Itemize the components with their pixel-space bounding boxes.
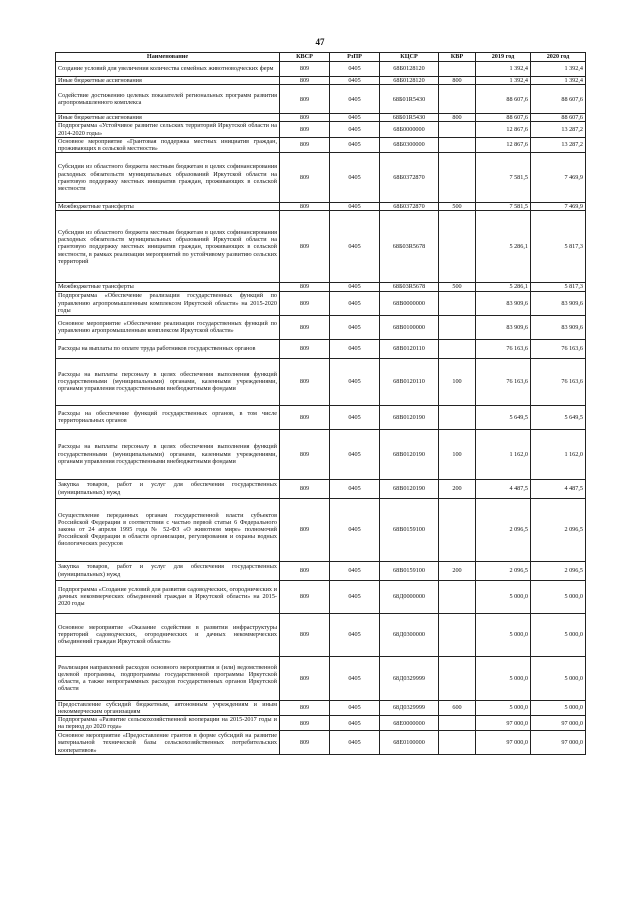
header-kvr: КВР	[439, 53, 476, 62]
cell-2019: 7 581,5	[476, 153, 531, 203]
cell-2019: 12 867,6	[476, 137, 531, 152]
cell-2019: 5 000,0	[476, 700, 531, 715]
cell-kcsr: 68В0100000	[380, 315, 439, 339]
cell-rzpr: 0405	[330, 656, 380, 700]
cell-kcsr: 68В0120110	[380, 358, 439, 405]
table-row	[56, 339, 586, 358]
cell-kvsr: 809	[280, 291, 330, 315]
cell-rzpr: 0405	[330, 429, 380, 479]
cell-2020: 1 162,0	[531, 429, 586, 479]
cell-2019: 5 000,0	[476, 613, 531, 656]
cell-kvsr: 809	[280, 731, 330, 755]
cell-kcsr: 68Д0329999	[380, 700, 439, 715]
cell-kcsr: 68Д0300000	[380, 613, 439, 656]
table-row	[56, 114, 586, 122]
cell-name: Подпрограмма «Развитие сельскохозяйственной кооперации на 2015-2017 годы и на период до 2020 года»	[56, 716, 280, 731]
cell-2019: 88 607,6	[476, 85, 531, 114]
cell-2019: 2 096,5	[476, 561, 531, 580]
cell-name: Подпрограмма «Устойчивое развитие сельских территорий Иркутской области на 2014-2020 годы»	[56, 122, 280, 137]
cell-kcsr: 68В0120190	[380, 429, 439, 479]
cell-kcsr: 68В0000000	[380, 291, 439, 315]
cell-kcsr: 68Б0300000	[380, 137, 439, 152]
cell-rzpr: 0405	[330, 700, 380, 715]
cell-kcsr: 68Е0000000	[380, 716, 439, 731]
table-row	[56, 429, 586, 479]
cell-kvr	[439, 656, 476, 700]
cell-2020: 1 392,4	[531, 62, 586, 77]
cell-2019: 5 286,1	[476, 211, 531, 283]
cell-name: Основное мероприятие «Предоставление грантов в форме субсидий на развитие материальной технической базы сельскохозяйственных потребительских кооперативов»	[56, 731, 280, 755]
cell-kvr: 800	[439, 77, 476, 85]
cell-kvr	[439, 580, 476, 613]
cell-kvr	[439, 62, 476, 77]
cell-2020: 1 392,4	[531, 77, 586, 85]
cell-kvsr: 809	[280, 211, 330, 283]
cell-rzpr: 0405	[330, 716, 380, 731]
cell-2020: 83 909,6	[531, 315, 586, 339]
cell-name: Закупка товаров, работ и услуг для обеспечения государственных (муниципальных) нужд	[56, 479, 280, 498]
cell-kvsr: 809	[280, 656, 330, 700]
table-row	[56, 358, 586, 405]
cell-name: Осуществление переданных органам государственной власти субъектов Российской Федерации в соответствии с частью первой статьи 6 Федерального закона от 24 апреля 1995 года № 52-ФЗ «О животном мире» полномочий Российской Федерации в области организации, регулирования и охраны водных биологических ресурсов	[56, 498, 280, 561]
cell-2020: 5 000,0	[531, 580, 586, 613]
cell-rzpr: 0405	[330, 85, 380, 114]
cell-rzpr: 0405	[330, 153, 380, 203]
cell-2019: 97 000,0	[476, 731, 531, 755]
table-row	[56, 291, 586, 315]
table-body	[56, 62, 586, 755]
cell-kvr: 500	[439, 203, 476, 211]
cell-kcsr: 68Б01R5430	[380, 85, 439, 114]
cell-2019: 1 392,4	[476, 62, 531, 77]
cell-kvr	[439, 211, 476, 283]
cell-kvsr: 809	[280, 498, 330, 561]
cell-rzpr: 0405	[330, 358, 380, 405]
cell-2020: 2 096,5	[531, 561, 586, 580]
cell-2020: 97 000,0	[531, 731, 586, 755]
cell-kcsr: 68Б0000000	[380, 122, 439, 137]
cell-2019: 5 286,1	[476, 283, 531, 291]
cell-kcsr: 68Б01R5430	[380, 114, 439, 122]
cell-name: Иные бюджетные ассигнования	[56, 114, 280, 122]
cell-rzpr: 0405	[330, 613, 380, 656]
cell-rzpr: 0405	[330, 203, 380, 211]
table-row	[56, 580, 586, 613]
cell-rzpr: 0405	[330, 114, 380, 122]
cell-kvr	[439, 716, 476, 731]
cell-name: Субсидии из областного бюджета местным бюджетам в целях софинансирования расходных обязательств муниципальных образований Иркутской области на грантовую поддержку местных инициатив граждан, проживающих в сельской местности	[56, 153, 280, 203]
cell-kcsr: 68Б0372870	[380, 153, 439, 203]
cell-kvr: 200	[439, 479, 476, 498]
cell-kcsr: 68В0120190	[380, 405, 439, 429]
cell-kvsr: 809	[280, 283, 330, 291]
cell-2020: 5 817,3	[531, 283, 586, 291]
table-row	[56, 203, 586, 211]
cell-2020: 5 649,5	[531, 405, 586, 429]
cell-kvsr: 809	[280, 716, 330, 731]
cell-2019: 12 867,6	[476, 122, 531, 137]
cell-kvsr: 809	[280, 137, 330, 152]
cell-name: Расходы на выплаты персоналу в целях обеспечения выполнения функций государственными (муниципальными) органами, казенными учреждениями, органами управления государственными внебюджетными фондами	[56, 429, 280, 479]
cell-kvr: 800	[439, 114, 476, 122]
cell-rzpr: 0405	[330, 211, 380, 283]
cell-rzpr: 0405	[330, 291, 380, 315]
cell-kcsr: 68Д0329999	[380, 656, 439, 700]
cell-2019: 88 607,6	[476, 114, 531, 122]
cell-2020: 5 000,0	[531, 613, 586, 656]
cell-kcsr: 68В0120110	[380, 339, 439, 358]
cell-kvsr: 809	[280, 561, 330, 580]
cell-2019: 5 000,0	[476, 656, 531, 700]
cell-name: Создание условий для увеличения количества семейных животноводческих ферм	[56, 62, 280, 77]
cell-2019: 7 581,5	[476, 203, 531, 211]
cell-rzpr: 0405	[330, 77, 380, 85]
cell-kcsr: 68Б03R5678	[380, 211, 439, 283]
cell-kvsr: 809	[280, 405, 330, 429]
cell-kvr: 200	[439, 561, 476, 580]
cell-kvsr: 809	[280, 85, 330, 114]
cell-2020: 7 469,9	[531, 203, 586, 211]
cell-2019: 5 649,5	[476, 405, 531, 429]
cell-name: Реализация направлений расходов основного мероприятия и (или) ведомственной целевой программы, подпрограммы государственной программы Иркутской области, а также непрограммных расходов государственных органов Иркутской области	[56, 656, 280, 700]
cell-kvr	[439, 405, 476, 429]
cell-rzpr: 0405	[330, 731, 380, 755]
header-2020: 2020 год	[531, 53, 586, 62]
header-name: Наименование	[56, 53, 280, 62]
table-row	[56, 62, 586, 77]
table-row	[56, 315, 586, 339]
cell-rzpr: 0405	[330, 62, 380, 77]
cell-kvr	[439, 137, 476, 152]
page-number: 47	[315, 37, 325, 47]
cell-rzpr: 0405	[330, 137, 380, 152]
cell-kcsr: 68Е0100000	[380, 731, 439, 755]
cell-name: Закупка товаров, работ и услуг для обеспечения государственных (муниципальных) нужд	[56, 561, 280, 580]
cell-kvr: 500	[439, 283, 476, 291]
cell-2020: 7 469,9	[531, 153, 586, 203]
table-row	[56, 498, 586, 561]
cell-kvr	[439, 85, 476, 114]
table-row	[56, 405, 586, 429]
table-row	[56, 153, 586, 203]
cell-name: Основное мероприятие «Обеспечение реализации государственных функций по управлению агропромышленным комплексом Иркутской области»	[56, 315, 280, 339]
cell-kcsr: 68Б03R5678	[380, 283, 439, 291]
cell-2019: 76 163,6	[476, 339, 531, 358]
cell-name: Расходы на выплаты персоналу в целях обеспечения выполнения функций государственными (муниципальными) органами, казенными учреждениями, органами управления государственными внебюджетными фондами	[56, 358, 280, 405]
cell-kvr	[439, 339, 476, 358]
cell-2020: 83 909,6	[531, 291, 586, 315]
cell-2019: 2 096,5	[476, 498, 531, 561]
cell-kvr	[439, 315, 476, 339]
cell-name: Подпрограмма «Обеспечение реализации государственных функций по управлению агропромышленным комплексом Иркутской области» на 2015-2020 годы	[56, 291, 280, 315]
table-row	[56, 561, 586, 580]
cell-kvsr: 809	[280, 62, 330, 77]
cell-name: Основное мероприятие «Грантовая поддержка местных инициатив граждан, проживающих в сельской местности»	[56, 137, 280, 152]
cell-name: Расходы на обеспечение функций государственных органов, в том числе территориальных органов	[56, 405, 280, 429]
cell-rzpr: 0405	[330, 122, 380, 137]
cell-name: Межбюджетные трансферты	[56, 283, 280, 291]
header-kcsr: КЦСР	[380, 53, 439, 62]
header-2019: 2019 год	[476, 53, 531, 62]
table-row	[56, 716, 586, 731]
cell-2020: 5 000,0	[531, 700, 586, 715]
cell-rzpr: 0405	[330, 405, 380, 429]
cell-name: Иные бюджетные ассигнования	[56, 77, 280, 85]
cell-2020: 4 487,5	[531, 479, 586, 498]
table-header-row	[56, 53, 586, 62]
cell-kvr	[439, 122, 476, 137]
header-kvsr: КВСР	[280, 53, 330, 62]
table-row	[56, 700, 586, 715]
table-row	[56, 122, 586, 137]
cell-kvsr: 809	[280, 114, 330, 122]
cell-kvsr: 809	[280, 122, 330, 137]
table-row	[56, 283, 586, 291]
cell-2019: 97 000,0	[476, 716, 531, 731]
cell-kvr	[439, 731, 476, 755]
budget-table	[55, 52, 586, 755]
cell-rzpr: 0405	[330, 580, 380, 613]
cell-name: Основное мероприятие «Оказание содействия в развитии инфраструктуры территорий садоводческих, огороднических и дачных некоммерческих объединений граждан Иркутской области»	[56, 613, 280, 656]
table-row	[56, 85, 586, 114]
cell-2019: 76 163,6	[476, 358, 531, 405]
cell-kvsr: 809	[280, 429, 330, 479]
cell-2020: 97 000,0	[531, 716, 586, 731]
cell-name: Субсидии из областного бюджета местным бюджетам в целях софинансирования расходных обязательств муниципальных образований Иркутской области на грантовую поддержку местных инициатив граждан, проживающих в сельской местности, в рамках реализации мероприятий по устойчивому развитию сельских территорий	[56, 211, 280, 283]
cell-kcsr: 68Б0372870	[380, 203, 439, 211]
cell-rzpr: 0405	[330, 339, 380, 358]
cell-kvr: 600	[439, 700, 476, 715]
table-row	[56, 656, 586, 700]
cell-kvsr: 809	[280, 339, 330, 358]
cell-kvsr: 809	[280, 479, 330, 498]
cell-rzpr: 0405	[330, 315, 380, 339]
cell-name: Предоставление субсидий бюджетным, автономным учреждениям и иным некоммерческим организациям	[56, 700, 280, 715]
table-row	[56, 731, 586, 755]
cell-2019: 83 909,6	[476, 315, 531, 339]
cell-2019: 1 162,0	[476, 429, 531, 479]
cell-2020: 88 607,6	[531, 85, 586, 114]
table-row	[56, 613, 586, 656]
cell-rzpr: 0405	[330, 561, 380, 580]
cell-name: Расходы на выплаты по оплате труда работников государственных органов	[56, 339, 280, 358]
cell-kvsr: 809	[280, 358, 330, 405]
cell-2020: 13 287,2	[531, 122, 586, 137]
cell-kvsr: 809	[280, 613, 330, 656]
cell-kcsr: 68В0120190	[380, 479, 439, 498]
cell-rzpr: 0405	[330, 283, 380, 291]
cell-2019: 5 000,0	[476, 580, 531, 613]
cell-kvsr: 809	[280, 700, 330, 715]
cell-kvsr: 809	[280, 153, 330, 203]
cell-rzpr: 0405	[330, 479, 380, 498]
cell-2020: 13 287,2	[531, 137, 586, 152]
cell-2019: 4 487,5	[476, 479, 531, 498]
cell-kvsr: 809	[280, 77, 330, 85]
table-row	[56, 77, 586, 85]
cell-kvsr: 809	[280, 203, 330, 211]
cell-kvr: 100	[439, 429, 476, 479]
cell-kvsr: 809	[280, 580, 330, 613]
cell-2019: 83 909,6	[476, 291, 531, 315]
table-row	[56, 211, 586, 283]
cell-kcsr: 68В0159100	[380, 498, 439, 561]
cell-kvr: 100	[439, 358, 476, 405]
cell-2020: 5 817,3	[531, 211, 586, 283]
cell-name: Подпрограмма «Создание условий для развития садоводческих, огороднических и дачных некоммерческих объединений граждан в Иркутской области» на 2015-2020 годы	[56, 580, 280, 613]
cell-2020: 76 163,6	[531, 358, 586, 405]
cell-kcsr: 68Б0128120	[380, 62, 439, 77]
cell-2020: 88 607,6	[531, 114, 586, 122]
cell-kvr	[439, 613, 476, 656]
cell-kcsr: 68Д0000000	[380, 580, 439, 613]
cell-name: Содействие достижению целевых показателей региональных программ развития агропромышленного комплекса	[56, 85, 280, 114]
cell-rzpr: 0405	[330, 498, 380, 561]
cell-kvr	[439, 291, 476, 315]
cell-2020: 2 096,5	[531, 498, 586, 561]
cell-kvr	[439, 153, 476, 203]
table-row	[56, 479, 586, 498]
cell-kcsr: 68В0159100	[380, 561, 439, 580]
cell-kvsr: 809	[280, 315, 330, 339]
cell-name: Межбюджетные трансферты	[56, 203, 280, 211]
cell-2019: 1 392,4	[476, 77, 531, 85]
table-row	[56, 137, 586, 152]
cell-kvr	[439, 498, 476, 561]
cell-2020: 76 163,6	[531, 339, 586, 358]
cell-kcsr: 68Б0128120	[380, 77, 439, 85]
header-rzpr: РзПР	[330, 53, 380, 62]
cell-2020: 5 000,0	[531, 656, 586, 700]
